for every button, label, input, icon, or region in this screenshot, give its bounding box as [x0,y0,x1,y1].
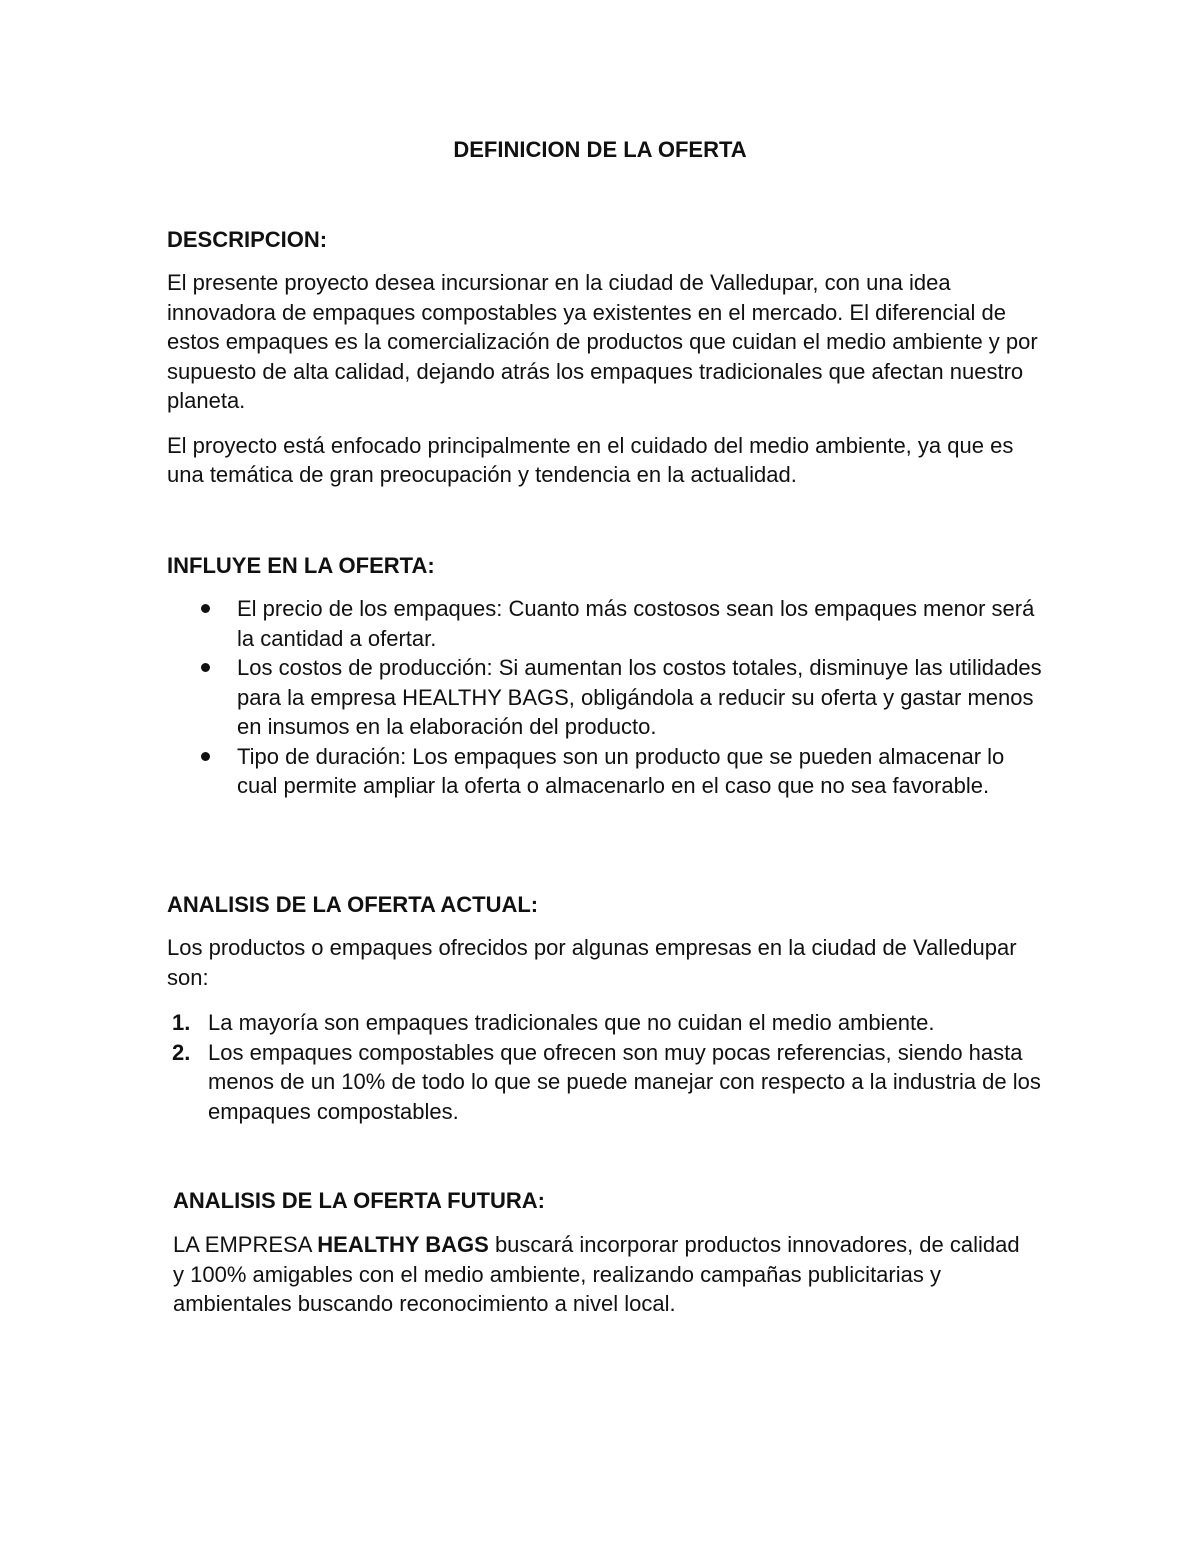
list-item-number: 1. [172,1010,191,1035]
list-item [167,653,1047,742]
descripcion-paragraph-1: El presente proyecto desea incursionar en la ciudad de Valledupar, con una idea innovadora de empaques compostables ya existentes en el mercado. El diferencial de estos empaques es la comercialización de productos que cuidan el medio ambiente y por supuesto de alta calidad, dejando atrás los empaques tradicionales que afectan nuestro planeta. [167,270,1038,413]
futura-body [173,1230,1033,1319]
influye-heading: INFLUYE EN LA OFERTA: [167,553,435,578]
actual-intro: Los productos o empaques ofrecidos por algunas empresas en la ciudad de Valledupar son: [167,935,1017,990]
company-name: HEALTHY BAGS [317,1232,489,1257]
list-item [167,1008,1047,1038]
list-item [167,594,1047,653]
list-item-number: 2. [172,1039,191,1065]
list-item-text: Tipo de duración: Los empaques son un producto que se pueden almacenar lo cual permite ampliar la oferta o almacenarlo en el caso que no sea favorable. [237,743,1005,798]
futura-heading: ANALISIS DE LA OFERTA FUTURA: [173,1188,545,1213]
list-item-text: Los costos de producción: Si aumentan los costos totales, disminuye las utilidades para la empresa HEALTHY BAGS, obligándola a reducir su oferta y gastar menos en insumos en la elaboración del producto. [237,655,1042,739]
list-item-text: Los empaques compostables que ofrecen son muy pocas referencias, siendo hasta menos de un 10% de todo lo que se puede manejar con respecto a la industria de los empaques compostables. [208,1039,1041,1124]
actual-heading: ANALISIS DE LA OFERTA ACTUAL: [167,892,539,917]
bullet-icon [201,752,210,761]
list-item-text: La mayoría son empaques tradicionales que no cuidan el medio ambiente. [208,1010,935,1035]
bullet-icon [201,604,210,613]
actual-list [167,1008,1047,1126]
list-item [167,742,1047,801]
futura-text-suffix: buscará incorporar productos innovadores, de calidad y 100% amigables con el medio ambiente, realizando campañas publicitarias y ambientales buscando reconocimiento a nivel local. [173,1232,1020,1316]
list-item-text: El precio de los empaques: Cuanto más costosos sean los empaques menor será la cantidad a ofertar. [237,596,1035,651]
influye-list [167,594,1047,801]
descripcion-paragraph-2: El proyecto está enfocado principalmente en el cuidado del medio ambiente, ya que es una temática de gran preocupación y tendencia en la actualidad. [167,432,1014,487]
bullet-icon [201,663,210,672]
futura-text-prefix: LA EMPRESA [173,1232,318,1257]
document-title: DEFINICION DE LA OFERTA [453,137,747,162]
descripcion-heading: DESCRIPCION: [167,227,328,252]
descripcion-body [167,268,1047,490]
list-item [167,1038,1047,1127]
